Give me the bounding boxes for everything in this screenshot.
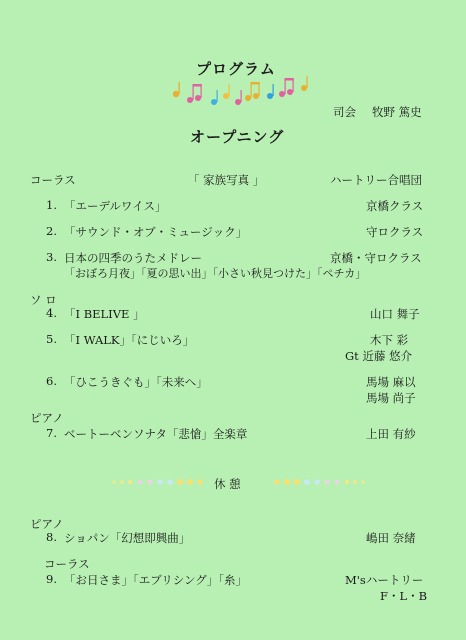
item-text: 「ひこうきぐも」「未来へ」 [64, 375, 208, 389]
item-performer-2: 馬場 尚子 [366, 391, 416, 405]
section-label-solo: ソ ロ [30, 293, 57, 307]
item-number: 6. [46, 374, 57, 388]
music-note-icon [211, 90, 218, 105]
item-performer: 京橋・守ロクラス [330, 251, 422, 265]
music-note-icon [301, 76, 308, 91]
music-note-icon [245, 82, 260, 101]
item-performer: 守ロクラス [366, 225, 424, 239]
page-title: プログラム [196, 60, 276, 78]
item-text: 日本の四季のうたメドレー [64, 251, 202, 265]
item-text: 「エーデルワイス」 [64, 199, 167, 213]
item-text: 「 家族写真 」 [188, 173, 265, 187]
item-subtitles: 「おぼろ月夜」「夏の思い出」「小さい秋見つけた」「ペチカ」 [64, 267, 367, 280]
section-label-chorus: コーラス [30, 173, 76, 187]
dotted-divider-right [272, 477, 367, 487]
item-text: ベートーベンソナタ「悲愴」全楽章 [64, 427, 248, 441]
music-note-icon [279, 78, 294, 97]
item-number: 1. [46, 198, 57, 212]
item-number: 3. [46, 250, 57, 264]
opening-heading: オープニング [190, 128, 285, 146]
item-performer: 京橋クラス [366, 199, 424, 213]
item-text: 「I WALK」「にじいろ」 [64, 333, 195, 347]
music-note-icon [223, 84, 230, 99]
item-performer-2: F・L・B [380, 589, 428, 603]
item-performer-2: Gt 近藤 悠介 [345, 349, 413, 363]
item-text: 「お日さま」「エブリシング」「糸」 [64, 573, 248, 587]
item-performer: 木下 彩 [370, 333, 409, 347]
music-note-icon [267, 84, 274, 99]
item-text: 「サウンド・オブ・ミュージック」 [64, 225, 248, 239]
item-number: 2. [46, 224, 57, 238]
section-label-chorus-2: コーラス [44, 557, 90, 571]
item-number: 5. [46, 332, 57, 346]
item-performer: ハートリー合唱団 [330, 173, 422, 187]
item-number: 7. [46, 426, 57, 440]
item-number: 9. [46, 572, 57, 586]
item-performer: 嶋田 奈緒 [366, 531, 416, 545]
item-number: 4. [46, 306, 57, 320]
item-number: 8. [46, 530, 57, 544]
item-text: 「I BELIVE 」 [64, 307, 145, 321]
emcee-label: 司会 [333, 105, 356, 119]
item-performer: M'sハートリー [345, 573, 424, 587]
emcee-name: 牧野 篤史 [372, 105, 422, 119]
music-notes-decoration [168, 74, 318, 108]
item-text: ショパン「幻想即興曲」 [64, 531, 191, 545]
section-label-piano: ピアノ [30, 411, 64, 425]
section-label-piano-2: ピアノ [30, 517, 64, 531]
item-performer: 上田 有紗 [366, 427, 416, 441]
intermission-label: 休 憩 [214, 477, 241, 491]
music-note-icon [187, 84, 202, 103]
item-performer: 山口 舞子 [370, 307, 420, 321]
item-performer: 馬場 麻以 [366, 375, 416, 389]
music-note-icon [173, 82, 180, 97]
dotted-divider-left [110, 477, 205, 487]
music-note-icon [235, 90, 242, 105]
